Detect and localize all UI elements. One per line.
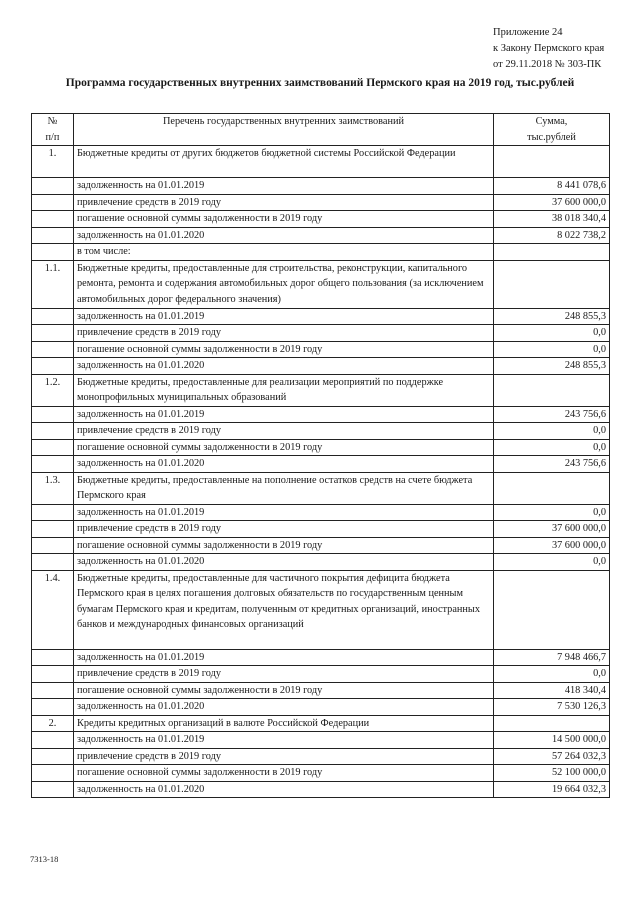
row-number	[32, 325, 74, 342]
row-sum: 8 022 738,2	[494, 227, 610, 244]
row-sum: 0,0	[494, 666, 610, 683]
row-sum	[494, 244, 610, 261]
row-name: Бюджетные кредиты, предоставленные для частичного покрытия дефицита бюджета Пермского края в целях погашения долговых обязательств по государственным ценным бумагам Пермского края и кредитам, полученным от кредитных организаций, иностранных банков и международных финансовых организаций	[74, 570, 494, 649]
row-number	[32, 682, 74, 699]
row-sum: 8 441 078,6	[494, 178, 610, 195]
row-sum: 248 855,3	[494, 358, 610, 375]
table-row	[32, 227, 610, 244]
table-row	[32, 649, 610, 666]
row-sum: 19 664 032,3	[494, 781, 610, 798]
row-name: погашение основной суммы задолженности в 2019 году	[74, 682, 494, 699]
row-sum	[494, 715, 610, 732]
section-row	[32, 374, 610, 406]
row-sum: 7 948 466,7	[494, 649, 610, 666]
column-header-number: № п/п	[32, 114, 74, 146]
row-sum	[494, 260, 610, 308]
row-name: задолженность на 01.01.2019	[74, 504, 494, 521]
table-row	[32, 537, 610, 554]
row-number	[32, 406, 74, 423]
row-name: задолженность на 01.01.2020	[74, 554, 494, 571]
row-sum: 57 264 032,3	[494, 748, 610, 765]
row-number: 2.	[32, 715, 74, 732]
row-name: погашение основной суммы задолженности в 2019 году	[74, 439, 494, 456]
row-number	[32, 732, 74, 749]
row-sum: 0,0	[494, 554, 610, 571]
row-sum	[494, 374, 610, 406]
table-row	[32, 554, 610, 571]
row-name: задолженность на 01.01.2019	[74, 308, 494, 325]
row-name: погашение основной суммы задолженности в 2019 году	[74, 211, 494, 228]
row-name: привлечение средств в 2019 году	[74, 423, 494, 440]
row-number	[32, 554, 74, 571]
row-number	[32, 666, 74, 683]
section-row	[32, 472, 610, 504]
row-name: Бюджетные кредиты от других бюджетов бюджетной системы Российской Федерации	[74, 146, 494, 178]
row-number	[32, 537, 74, 554]
row-sum: 0,0	[494, 504, 610, 521]
row-sum: 37 600 000,0	[494, 521, 610, 538]
borrowing-program-table	[31, 113, 610, 798]
row-name: задолженность на 01.01.2019	[74, 406, 494, 423]
row-sum	[494, 146, 610, 178]
row-number	[32, 649, 74, 666]
section-row	[32, 715, 610, 732]
document-code: 7313-18	[30, 854, 59, 864]
row-name: задолженность на 01.01.2019	[74, 649, 494, 666]
row-number	[32, 341, 74, 358]
row-name: Бюджетные кредиты, предоставленные на пополнение остатков средств на счете бюджета Пермского края	[74, 472, 494, 504]
row-number	[32, 308, 74, 325]
row-name: в том числе:	[74, 244, 494, 261]
row-sum: 38 018 340,4	[494, 211, 610, 228]
row-sum: 0,0	[494, 325, 610, 342]
row-number	[32, 227, 74, 244]
row-sum: 0,0	[494, 439, 610, 456]
table-row	[32, 325, 610, 342]
row-number	[32, 211, 74, 228]
row-number	[32, 178, 74, 195]
row-name: привлечение средств в 2019 году	[74, 748, 494, 765]
row-sum: 0,0	[494, 423, 610, 440]
row-sum: 14 500 000,0	[494, 732, 610, 749]
row-name: погашение основной суммы задолженности в 2019 году	[74, 537, 494, 554]
row-number	[32, 358, 74, 375]
table-row	[32, 358, 610, 375]
row-name: задолженность на 01.01.2020	[74, 227, 494, 244]
row-sum: 37 600 000,0	[494, 537, 610, 554]
row-number: 1.4.	[32, 570, 74, 649]
table-header-row	[32, 114, 610, 146]
section-row	[32, 146, 610, 178]
table-row	[32, 406, 610, 423]
row-sum	[494, 472, 610, 504]
row-name: Кредиты кредитных организаций в валюте Российской Федерации	[74, 715, 494, 732]
row-name: задолженность на 01.01.2020	[74, 781, 494, 798]
row-name: задолженность на 01.01.2020	[74, 456, 494, 473]
table-row	[32, 456, 610, 473]
appendix-note	[493, 25, 633, 73]
row-name: задолженность на 01.01.2019	[74, 732, 494, 749]
section-row	[32, 570, 610, 649]
column-header-sum: Сумма, тыс.рублей	[494, 114, 610, 146]
table-row	[32, 194, 610, 211]
table-row	[32, 308, 610, 325]
row-number: 1.	[32, 146, 74, 178]
table-row	[32, 211, 610, 228]
row-number	[32, 194, 74, 211]
row-name: привлечение средств в 2019 году	[74, 325, 494, 342]
table-row	[32, 732, 610, 749]
row-number	[32, 781, 74, 798]
appendix-number: Приложение 24	[493, 27, 563, 38]
row-sum: 243 756,6	[494, 456, 610, 473]
row-number	[32, 699, 74, 716]
table-row	[32, 666, 610, 683]
row-number	[32, 244, 74, 261]
table-row	[32, 748, 610, 765]
row-name: привлечение средств в 2019 году	[74, 521, 494, 538]
appendix-law-ref: к Закону Пермского края	[493, 43, 605, 54]
row-number	[32, 521, 74, 538]
appendix-law-date: от 29.11.2018 № 303-ПК	[493, 59, 602, 70]
row-name: задолженность на 01.01.2020	[74, 358, 494, 375]
row-number	[32, 765, 74, 782]
column-header-name: Перечень государственных внутренних заимствований	[74, 114, 494, 146]
row-sum: 37 600 000,0	[494, 194, 610, 211]
table-row	[32, 682, 610, 699]
row-number	[32, 504, 74, 521]
table-row	[32, 439, 610, 456]
row-sum: 0,0	[494, 341, 610, 358]
table-row	[32, 781, 610, 798]
row-name: задолженность на 01.01.2020	[74, 699, 494, 716]
table-row	[32, 521, 610, 538]
table-row	[32, 423, 610, 440]
row-name: Бюджетные кредиты, предоставленные для строительства, реконструкции, капитального ремонта, ремонта и содержания автомобильных дорог общего пользования (за исключением автомобильных дорог федерального значения)	[74, 260, 494, 308]
row-sum: 418 340,4	[494, 682, 610, 699]
row-sum	[494, 570, 610, 649]
row-number: 1.3.	[32, 472, 74, 504]
row-number	[32, 423, 74, 440]
row-name: задолженность на 01.01.2019	[74, 178, 494, 195]
row-sum: 248 855,3	[494, 308, 610, 325]
row-number	[32, 439, 74, 456]
table-row	[32, 699, 610, 716]
row-number: 1.1.	[32, 260, 74, 308]
row-name: привлечение средств в 2019 году	[74, 194, 494, 211]
row-name: погашение основной суммы задолженности в 2019 году	[74, 341, 494, 358]
row-sum: 243 756,6	[494, 406, 610, 423]
document-title: Программа государственных внутренних заимствований Пермского края на 2019 год, тыс.рублей	[65, 77, 575, 89]
row-sum: 7 530 126,3	[494, 699, 610, 716]
row-name: Бюджетные кредиты, предоставленные для реализации мероприятий по поддержке монопрофильных муниципальных образований	[74, 374, 494, 406]
row-number	[32, 748, 74, 765]
row-sum: 52 100 000,0	[494, 765, 610, 782]
table-row	[32, 765, 610, 782]
table-row	[32, 504, 610, 521]
table-row	[32, 244, 610, 261]
row-name: привлечение средств в 2019 году	[74, 666, 494, 683]
row-name: погашение основной суммы задолженности в 2019 году	[74, 765, 494, 782]
row-number: 1.2.	[32, 374, 74, 406]
table-row	[32, 178, 610, 195]
table-row	[32, 341, 610, 358]
section-row	[32, 260, 610, 308]
row-number	[32, 456, 74, 473]
